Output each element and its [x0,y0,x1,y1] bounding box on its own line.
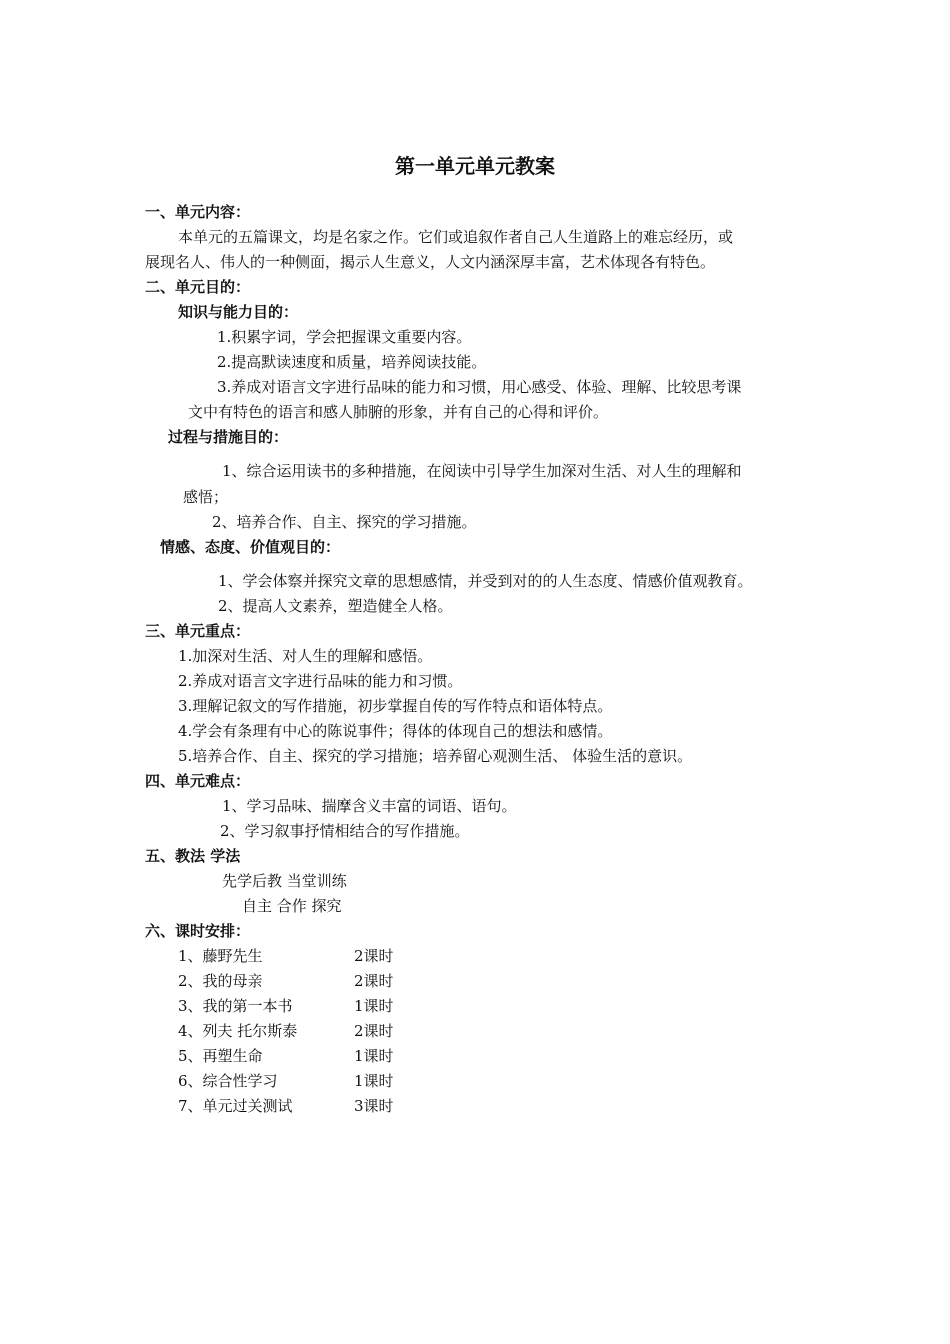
process-item-1-line-2: 感悟； [183,488,229,506]
schedule-row [178,971,394,991]
knowledge-item-3-continued: 文中有特色的语言和感人肺腑的形象，并有自己的心得和评价。 [188,403,609,421]
section-heading-key-points: 三、单元重点： [145,622,251,640]
schedule-row [178,996,394,1016]
section-heading-goals: 二、单元目的： [145,278,251,296]
schedule-hours: 3课时 [354,1097,394,1115]
key-point-5: 5.培养合作、自主、探究的学习措施；培养留心观测生活、 体验生活的意识。 [178,747,693,765]
emotion-item-1: 1、学会体察并探究文章的思想感情，并受到对的的人生态度、情感价值观教育。 [218,572,753,590]
difficulty-item-2: 2、学习叙事抒情相结合的写作措施。 [220,822,470,840]
schedule-lesson: 4、列夫 托尔斯泰 [178,1022,298,1040]
schedule-row [178,1096,394,1116]
subheading-emotion: 情感、态度、价值观目的： [160,538,341,556]
schedule-hours: 2课时 [354,1022,394,1040]
process-item-2: 2、培养合作、自主、探究的学习措施。 [212,513,477,531]
schedule-hours: 1课时 [354,1047,394,1065]
page-title: 第一单元单元教案 [395,154,555,178]
section-heading-difficulties: 四、单元难点： [145,772,251,790]
section-heading-methods: 五、教法 学法 [145,847,241,865]
subheading-process: 过程与措施目的： [168,428,289,446]
section-heading-schedule: 六、课时安排： [145,922,251,940]
key-point-4: 4.学会有条理有中心的陈说事件；得体的体现自己的想法和感情。 [178,722,613,740]
key-point-3: 3.理解记叙文的写作措施，初步掌握自传的写作特点和语体特点。 [178,697,613,715]
schedule-lesson: 1、藤野先生 [178,947,263,965]
schedule-lesson: 5、再塑生命 [178,1047,263,1065]
schedule-hours: 1课时 [354,997,394,1015]
schedule-lesson: 3、我的第一本书 [178,997,293,1015]
key-point-2: 2.养成对语言文字进行品味的能力和习惯。 [178,672,463,690]
content-paragraph-line-1: 本单元的五篇课文，均是名家之作。它们或追叙作者自己人生道路上的难忘经历，或 [178,228,734,246]
emotion-item-2: 2、提高人文素养，塑造健全人格。 [218,597,453,615]
knowledge-item-3: 3.养成对语言文字进行品味的能力和习惯，用心感受、体验、理解、比较思考课 [217,378,742,396]
process-item-1-line-1: 1、综合运用读书的多种措施，在阅读中引导学生加深对生活、对人生的理解和 [222,462,742,480]
schedule-row [178,1071,394,1091]
schedule-row [178,946,394,966]
schedule-row [178,1046,394,1066]
schedule-hours: 1课时 [354,1072,394,1090]
section-heading-content: 一、单元内容： [145,203,251,221]
schedule-row [178,1021,394,1041]
knowledge-item-1: 1.积累字词，学会把握课文重要内容。 [217,328,472,346]
methods-line-2: 自主 合作 探究 [242,897,342,915]
subheading-knowledge: 知识与能力目的： [178,303,299,321]
schedule-lesson: 6、综合性学习 [178,1072,278,1090]
schedule-hours: 2课时 [354,947,394,965]
methods-line-1: 先学后教 当堂训练 [222,872,347,890]
key-point-1: 1.加深对生活、对人生的理解和感悟。 [178,647,433,665]
difficulty-item-1: 1、学习品味、揣摩含义丰富的词语、语句。 [222,797,517,815]
schedule-hours: 2课时 [354,972,394,990]
schedule-lesson: 2、我的母亲 [178,972,263,990]
knowledge-item-2: 2.提高默读速度和质量，培养阅读技能。 [217,353,487,371]
content-paragraph-line-2: 展现名人、伟人的一种侧面，揭示人生意义，人文内涵深厚丰富，艺术体现各有特色。 [145,253,716,271]
schedule-lesson: 7、单元过关测试 [178,1097,293,1115]
